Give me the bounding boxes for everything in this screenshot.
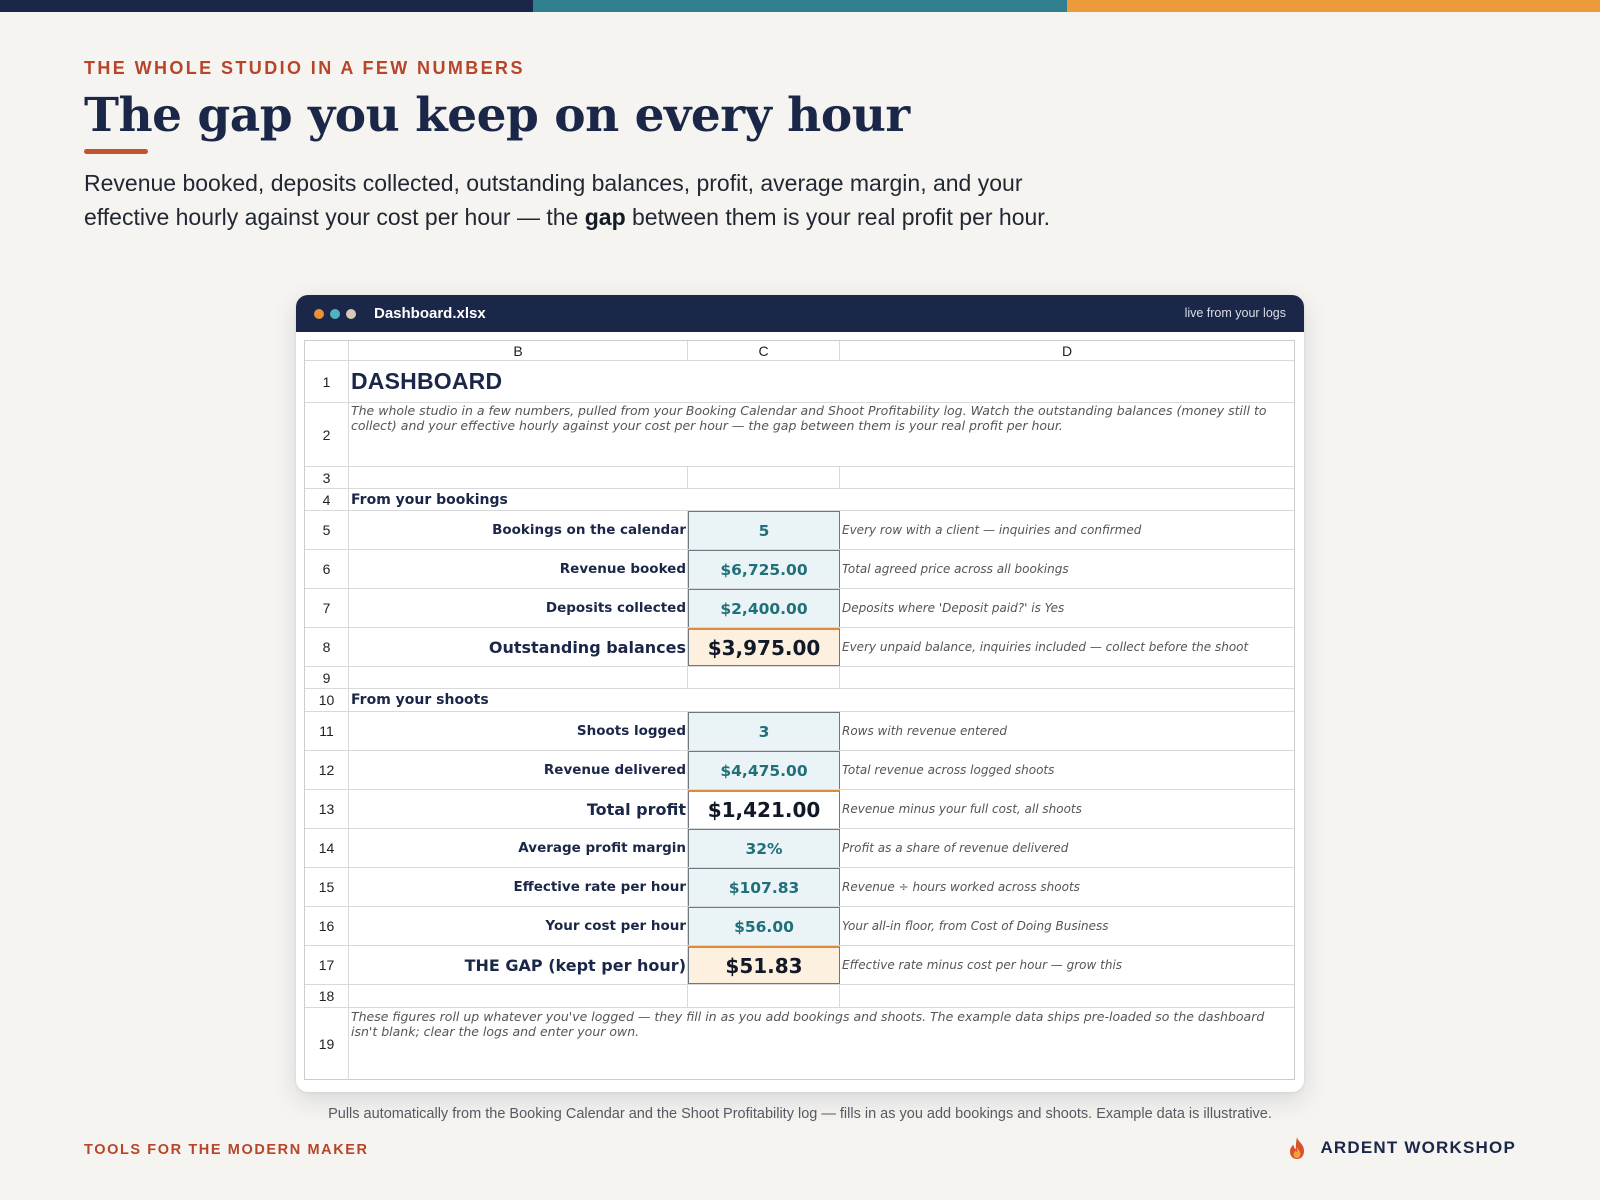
metric-note[interactable]: Every unpaid balance, inquiries included — collect before the shoot [842,640,1249,654]
sheet-row-3 [305,467,1294,489]
metric-value[interactable]: 32% [688,829,840,867]
row-number[interactable]: 1 [305,361,349,402]
sheet-row-2 [305,403,1294,467]
empty-cell[interactable] [349,667,688,688]
screenshot-caption: Pulls automatically from the Booking Calendar and the Shoot Profitability log — fills in as you add bookings and shoots. Example data is illustrative. [328,1106,1272,1122]
sheet-row-19 [305,1008,1294,1080]
top-bar-navy [0,0,533,12]
row-number[interactable]: 17 [305,946,349,984]
metric-row-revenue-booked [305,550,1294,589]
metric-label[interactable]: Shoots logged [349,712,688,750]
empty-cell[interactable] [349,985,688,1007]
lede-text-start: Revenue booked, deposits collected, outstanding balances, profit, average margin, and your effective hourly against your cost per hour — the [84,170,1023,230]
metric-note[interactable]: Profit as a share of revenue delivered [842,841,1069,855]
window-dot-orange-icon[interactable] [314,309,324,319]
metric-note[interactable]: Revenue minus your full cost, all shoots [842,802,1082,816]
empty-cell[interactable] [840,667,1294,688]
metric-label[interactable]: Revenue delivered [349,751,688,789]
top-bar-orange [1067,0,1600,12]
metric-label[interactable]: Total profit [349,790,688,828]
spreadsheet-grid [304,340,1295,1080]
section-heading-bookings[interactable]: From your bookings [351,491,508,508]
column-header-b[interactable]: B [349,341,688,360]
metric-label[interactable]: Average profit margin [349,829,688,867]
metric-note[interactable]: Total agreed price across all bookings [842,562,1069,576]
metric-value[interactable]: 5 [688,511,840,549]
footer-tagline: TOOLS FOR THE MODERN MAKER [84,1142,369,1158]
window-dot-beige-icon[interactable] [346,309,356,319]
metric-row-revenue-delivered [305,751,1294,790]
key-metric-value[interactable]: $1,421.00 [688,790,840,828]
column-header-c[interactable]: C [688,341,840,360]
sheet-row-9 [305,667,1294,689]
metric-value[interactable]: $4,475.00 [688,751,840,789]
row-number[interactable]: 3 [305,467,349,488]
metric-value[interactable]: $107.83 [688,868,840,906]
dashboard-title[interactable]: DASHBOARD [351,368,503,394]
metric-note[interactable]: Every row with a client — inquiries and confirmed [842,523,1142,537]
metric-row-the-gap [305,946,1294,985]
metric-note[interactable]: Deposits where 'Deposit paid?' is Yes [842,601,1065,615]
row-number[interactable]: 4 [305,489,349,510]
top-color-bar [0,0,1600,12]
metric-value[interactable]: $56.00 [688,907,840,945]
metric-note[interactable]: Effective rate minus cost per hour — grow this [842,958,1123,972]
metric-row-average-margin [305,829,1294,868]
section-heading-shoots[interactable]: From your shoots [351,692,489,708]
window-dot-teal-icon[interactable] [330,309,340,319]
metric-row-total-profit [305,790,1294,829]
sheet-row-10 [305,689,1294,712]
metric-value[interactable]: $2,400.00 [688,589,840,627]
sheet-row-4 [305,489,1294,511]
metric-note[interactable]: Rows with revenue entered [842,724,1008,738]
metric-note[interactable]: Revenue ÷ hours worked across shoots [842,880,1080,894]
row-number[interactable]: 14 [305,829,349,867]
row-number[interactable]: 6 [305,550,349,588]
row-number[interactable]: 18 [305,985,349,1007]
row-number[interactable]: 5 [305,511,349,549]
row-number[interactable]: 2 [305,403,349,466]
empty-cell[interactable] [840,467,1294,488]
page-title: The gap you keep on every hour [84,88,910,143]
eyebrow: THE WHOLE STUDIO IN A FEW NUMBERS [84,58,525,78]
window-title: Dashboard.xlsx [374,305,486,322]
lede-bold-gap: gap [584,204,626,230]
metric-row-effective-rate [305,868,1294,907]
key-metric-value[interactable]: $51.83 [688,946,840,984]
spreadsheet-window [296,295,1304,1092]
footer-brand [1286,1136,1516,1160]
column-header-row [305,341,1294,361]
row-number[interactable]: 16 [305,907,349,945]
corner-cell[interactable] [305,341,349,360]
window-titlebar [296,295,1304,332]
row-number[interactable]: 11 [305,712,349,750]
dashboard-intro[interactable]: The whole studio in a few numbers, pulled from your Booking Calendar and Shoot Profitability log. Watch the outstanding balances (money still to collect) and your effective hourly against your cost per hour — the gap between them is your real profit per hour. [351,403,1267,433]
metric-row-shoots-logged [305,712,1294,751]
empty-cell[interactable] [688,467,840,488]
sheet-row-18 [305,985,1294,1008]
lede-text-end: between them is your real profit per hour. [625,204,1051,230]
brand-name: ARDENT WORKSHOP [1320,1138,1516,1157]
metric-label[interactable]: Bookings on the calendar [349,511,688,549]
row-number[interactable]: 15 [305,868,349,906]
top-bar-teal [533,0,1066,12]
row-number[interactable]: 9 [305,667,349,688]
metric-row-bookings-on-calendar [305,511,1294,550]
metric-row-outstanding-balances [305,628,1294,667]
row-number[interactable]: 19 [305,1008,349,1080]
empty-cell[interactable] [349,467,688,488]
row-number[interactable]: 8 [305,628,349,666]
metric-row-cost-per-hour [305,907,1294,946]
row-number[interactable]: 13 [305,790,349,828]
title-underline [84,149,148,154]
row-number[interactable]: 10 [305,689,349,711]
metric-label[interactable]: Revenue booked [349,550,688,588]
metric-label[interactable]: Your cost per hour [349,907,688,945]
flame-icon [1286,1136,1308,1160]
metric-label[interactable]: THE GAP (kept per hour) [349,946,688,984]
empty-cell[interactable] [840,985,1294,1007]
metric-note[interactable]: Your all-in floor, from Cost of Doing Business [842,919,1109,933]
key-metric-value[interactable]: $3,975.00 [688,628,840,666]
dashboard-footnote[interactable]: These figures roll up whatever you've logged — they fill in as you add bookings and shoots. The example data ships pre-loaded so the dashboard isn't blank; clear the logs and enter your own. [351,1009,1265,1039]
column-header-d[interactable]: D [1061,342,1073,359]
sheet-row-1 [305,361,1294,403]
row-number[interactable]: 7 [305,589,349,627]
metric-label[interactable]: Effective rate per hour [349,868,688,906]
empty-cell[interactable] [688,985,840,1007]
empty-cell[interactable] [688,667,840,688]
metric-row-deposits-collected [305,589,1294,628]
lede-paragraph [84,166,1084,234]
metric-label[interactable]: Deposits collected [349,589,688,627]
window-status-note: live from your logs [1184,306,1286,320]
metric-note[interactable]: Total revenue across logged shoots [842,763,1055,777]
row-number[interactable]: 12 [305,751,349,789]
metric-label[interactable]: Outstanding balances [349,628,688,666]
metric-value[interactable]: 3 [688,712,840,750]
metric-value[interactable]: $6,725.00 [688,550,840,588]
